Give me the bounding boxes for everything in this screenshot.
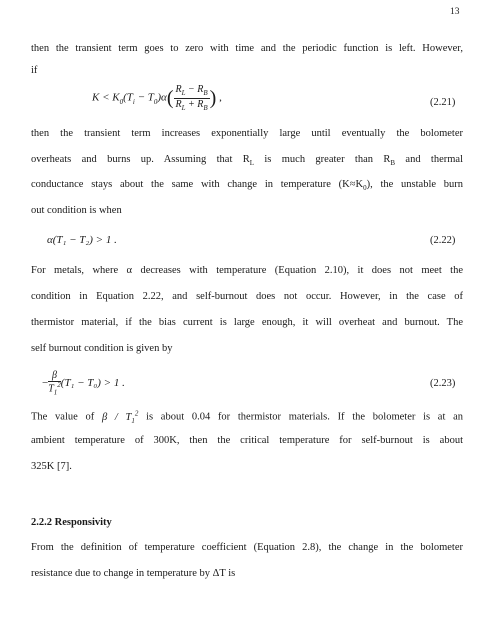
- paragraph-line: self burnout condition is given by: [31, 343, 173, 354]
- paragraph-line: ambient temperature of 300K, then the critical temperature for self-burnout is about: [31, 435, 463, 446]
- section-heading: 2.2.2 Responsivity: [31, 517, 112, 528]
- paragraph-line: 325K [7].: [31, 461, 72, 472]
- paragraph-line: From the definition of temperature coefficient (Equation 2.8), the change in the bolometer: [31, 542, 463, 553]
- equation-2-22: α(T₁ − T₂) > 1 .: [47, 234, 117, 246]
- equation-2-21: $K < K_0(T_i - T_0)\alpha$( $\frac{R_L - R_B}{R_L + R_B}$ ) ,: [92, 84, 222, 112]
- paragraph-line: resistance due to change in temperature by ΔT is: [31, 568, 236, 579]
- equation-number: (2.22): [430, 235, 456, 246]
- paragraph-line: out condition is when: [31, 205, 122, 216]
- paragraph-line: thermistor material, if the bias current is large enough, it will overheat and burnout. The: [31, 317, 463, 328]
- paragraph-line: The value of β / $T_1^2$ is about 0.04 for thermistor materials. If the bolometer is at an: [31, 409, 463, 425]
- paragraph-line: overheats and burns up. Assuming that $R_L$ is much greater than $R_B$ and thermal: [31, 154, 463, 168]
- paragraph-line: then the transient term increases exponentially large until eventually the bolometer: [31, 128, 463, 139]
- paragraph-line: if: [31, 65, 38, 76]
- paragraph-line: condition in Equation 2.22, and self-burnout does not occur. However, in the case of: [31, 291, 463, 302]
- page-number: 13: [450, 7, 460, 17]
- equation-number: (2.21): [430, 97, 456, 108]
- equation-number: (2.23): [430, 378, 456, 389]
- paragraph-line: then the transient term goes to zero with time and the periodic function is left. However,: [31, 43, 463, 54]
- paragraph-line: For metals, where α decreases with temperature (Equation 2.10), it does not meet the: [31, 265, 463, 276]
- equation-2-23: − $\frac{\beta}{T_1^2}$ (T₁ − T₀) > 1 .: [42, 370, 125, 397]
- paragraph-line: conductance stays about the same with change in temperature $(K\approx K_0)$, the unstable burn: [31, 179, 464, 193]
